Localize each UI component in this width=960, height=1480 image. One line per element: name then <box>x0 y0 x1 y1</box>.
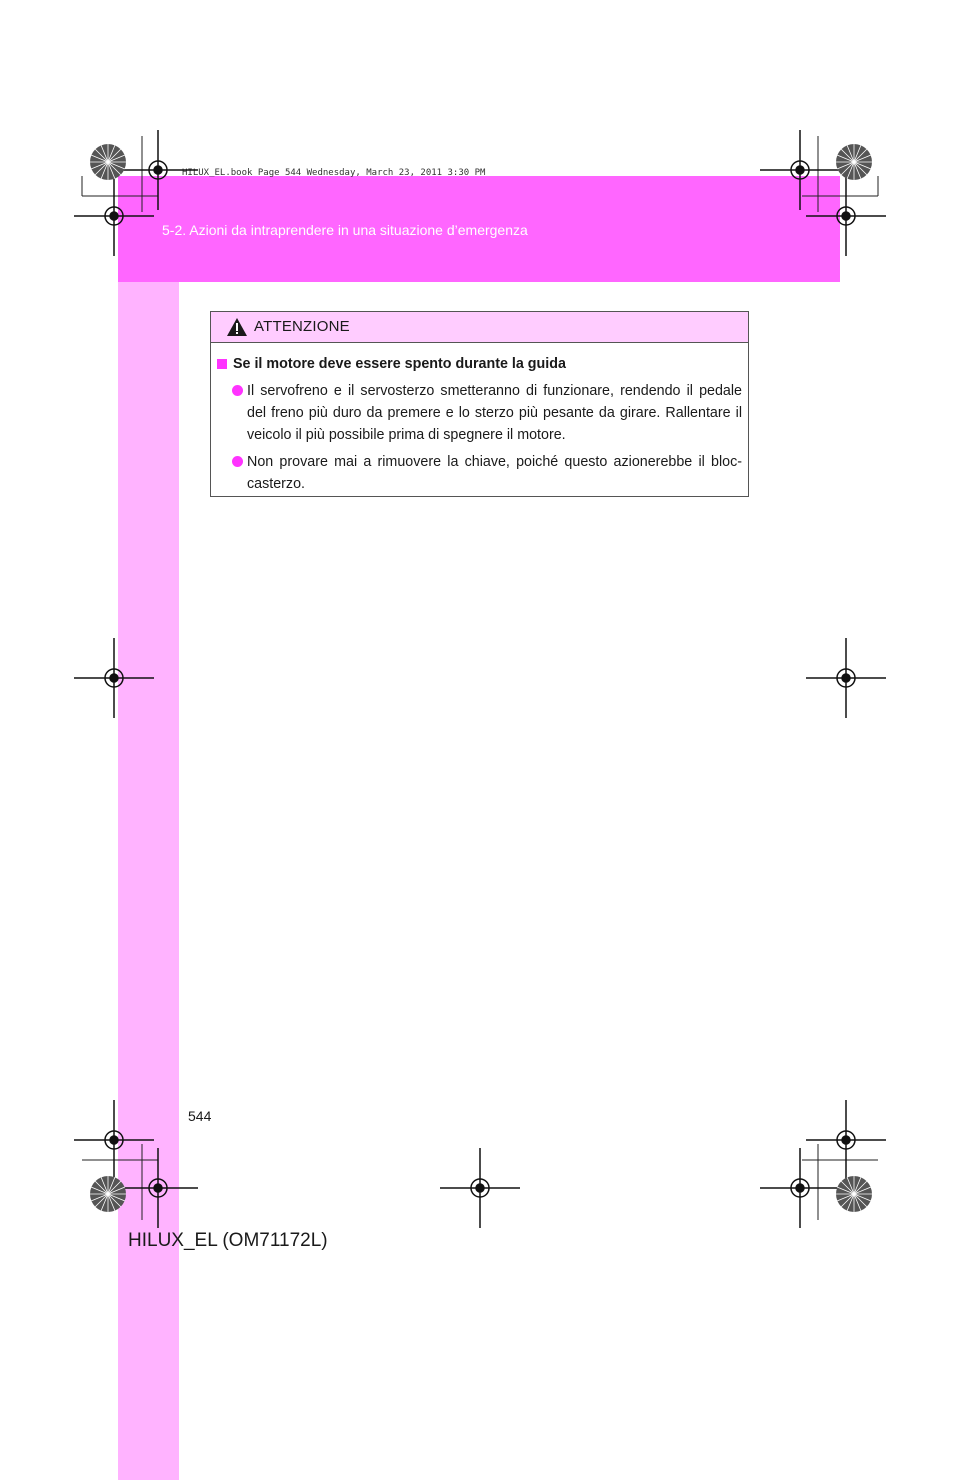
warning-bullet-text: Non provare mai a rimuovere la chiave, poiché questo azionerebbe il bloc-casterzo. <box>247 454 742 492</box>
warning-label: ATTENZIONE <box>254 318 350 335</box>
footer-code: HILUX_EL (OM71172L) <box>128 1230 328 1251</box>
warning-bullet-text: Il servofreno e il servosterzo smetteranno di funzionare, rendendo il pedale del freno più duro da premere e lo sterzo più pesante da girare. Rallentare il veicolo il più possibile prima di spegnere il motore. <box>247 383 742 443</box>
warning-subheading-text: Se il motore deve essere spento durante la guida <box>233 356 566 372</box>
star-target-icon <box>90 144 872 1212</box>
print-info: HILUX_EL.book Page 544 Wednesday, March 23, 2011 3:30 PM <box>182 168 486 178</box>
section-title: 5-2. Azioni da intraprendere in una situazione d’emergenza <box>162 222 528 238</box>
registration-target-icon <box>74 130 886 1228</box>
page-number: 544 <box>188 1108 212 1124</box>
